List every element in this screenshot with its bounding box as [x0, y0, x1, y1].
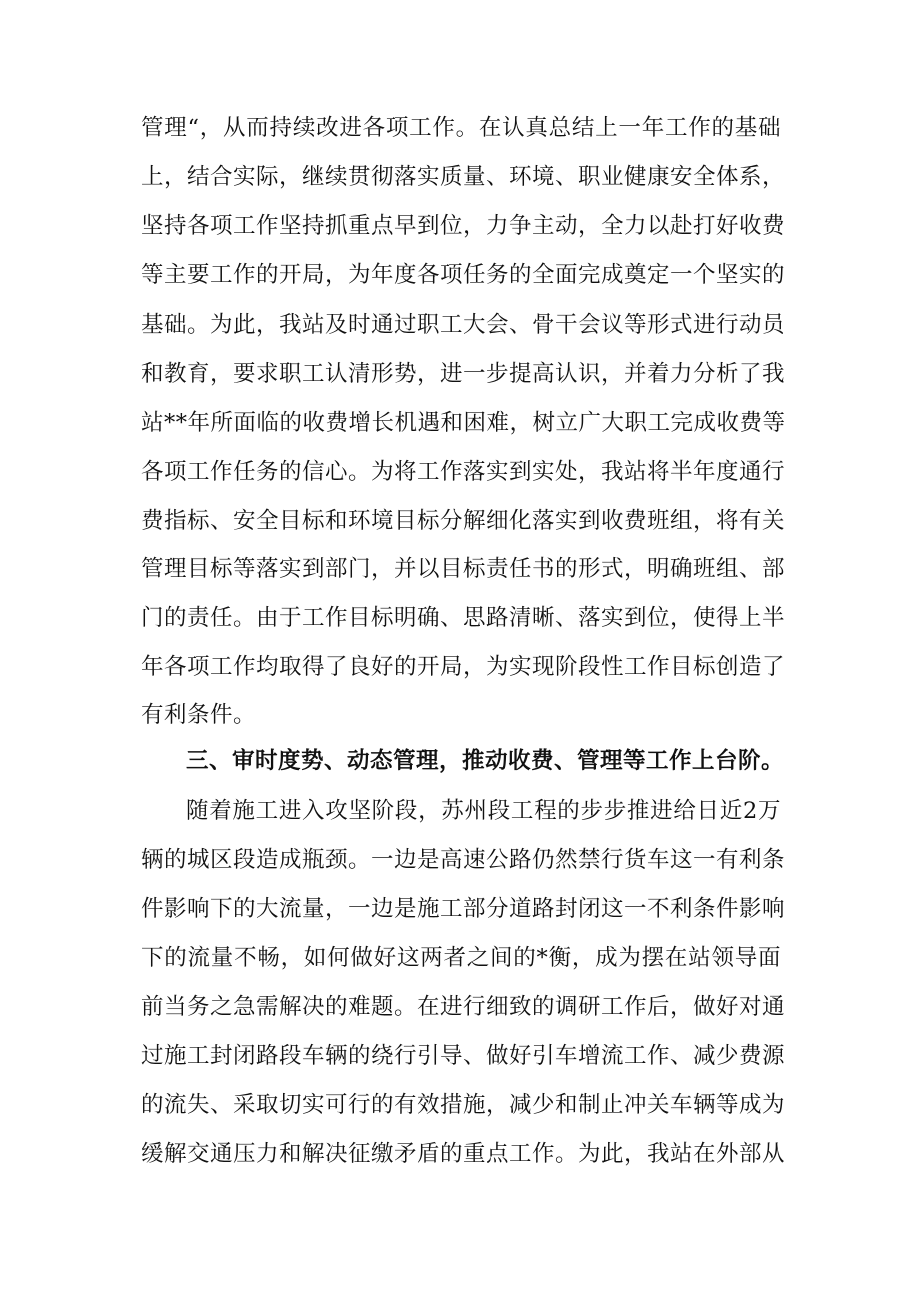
paragraph-line: 基础。为此，我站及时通过职工大会、骨干会议等形式进行动员	[141, 312, 786, 338]
paragraph-line: 和教育，要求职工认清形势，进一步提高认识，并着力分析了我	[141, 361, 786, 387]
paragraph-line: 随着施工进入攻坚阶段，苏州段工程的步步推进给日近2万	[186, 798, 781, 824]
paragraph-line: 上，结合实际，继续贯彻落实质量、环境、职业健康安全体系，	[141, 164, 786, 190]
paragraph-line: 站**年所面临的收费增长机遇和困难，树立广大职工完成收费等	[141, 410, 786, 436]
paragraph-line: 缓解交通压力和解决征缴矛盾的重点工作。为此，我站在外部从	[141, 1141, 786, 1167]
paragraph-line: 各项工作任务的信心。为将工作落实到实处，我站将半年度通行	[141, 459, 786, 485]
paragraph-line: 前当务之急需解决的难题。在进行细致的调研工作后，做好对通	[141, 994, 786, 1020]
section-heading: 三、审时度势、动态管理，推动收费、管理等工作上台阶。	[186, 748, 785, 774]
paragraph-line: 管理目标等落实到部门，并以目标责任书的形式，明确班组、部	[141, 556, 786, 582]
paragraph-line: 件影响下的大流量，一边是施工部分道路封闭这一不利条件影响	[141, 896, 786, 922]
paragraph-line: 有利条件。	[141, 702, 257, 728]
paragraph-line: 费指标、安全目标和环境目标分解细化落实到收费班组，将有关	[141, 508, 786, 534]
paragraph-line: 坚持各项工作坚持抓重点早到位，力争主动，全力以赴打好收费	[141, 213, 786, 239]
paragraph-line: 等主要工作的开局，为年度各项任务的全面完成奠定一个坚实的	[141, 262, 786, 288]
paragraph-line: 下的流量不畅，如何做好这两者之间的*衡，成为摆在站领导面	[141, 945, 781, 971]
paragraph-line: 过施工封闭路段车辆的绕行引导、做好引车增流工作、减少费源	[141, 1043, 786, 1069]
paragraph-line: 管理“，从而持续改进各项工作。在认真总结上一年工作的基础	[141, 115, 781, 141]
paragraph-line: 辆的城区段造成瓶颈。一边是高速公路仍然禁行货车这一有利条	[141, 847, 786, 873]
paragraph-line: 门的责任。由于工作目标明确、思路清晰、落实到位，使得上半	[141, 605, 786, 631]
paragraph-line: 年各项工作均取得了良好的开局，为实现阶段性工作目标创造了	[141, 654, 786, 680]
paragraph-line: 的流失、采取切实可行的有效措施，减少和制止冲关车辆等成为	[141, 1092, 786, 1118]
